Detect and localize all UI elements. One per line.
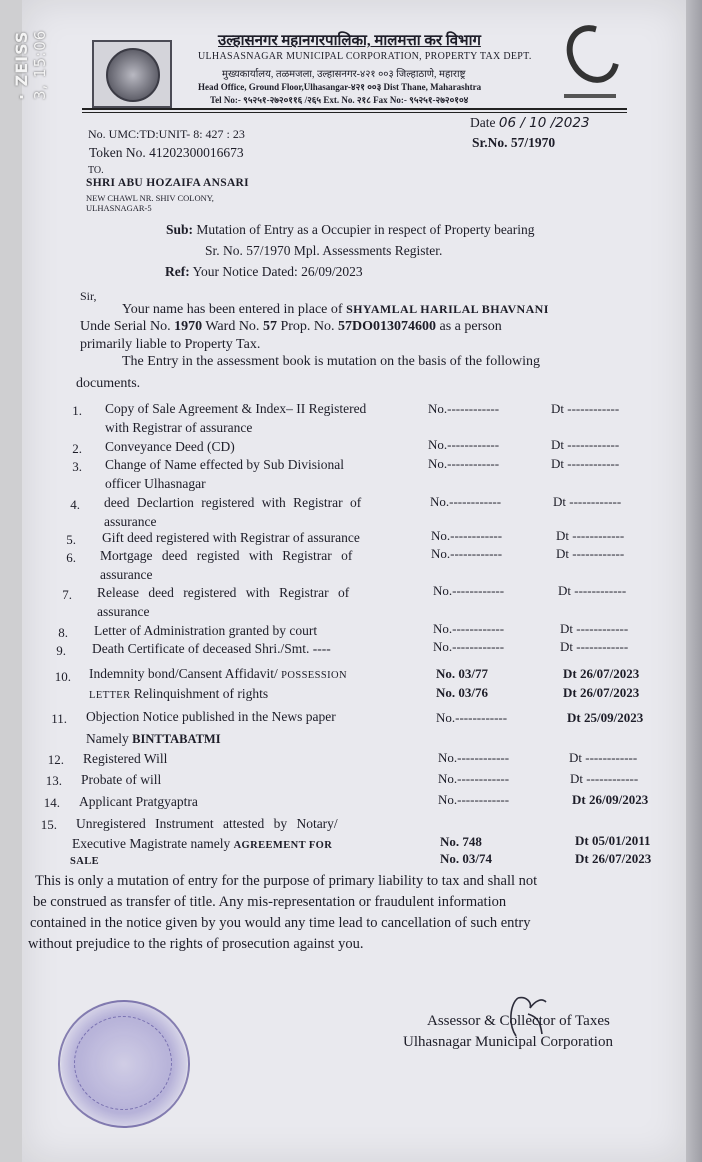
department-logo xyxy=(560,22,620,84)
doc-date: Dt ------------ xyxy=(560,639,629,654)
doc-no: No.------------ xyxy=(436,710,508,725)
doc-description: Conveyance Deed (CD) xyxy=(105,439,235,454)
doc-date: Dt 26/07/2023 xyxy=(563,685,640,700)
body-text: Prop. No. xyxy=(280,319,335,334)
doc-description: Mortgage deed registed with Registrar of xyxy=(100,548,353,563)
doc-no: No.------------ xyxy=(431,546,503,561)
doc-description-caps: AGREEMENT FOR xyxy=(233,840,333,851)
doc-number: 10. xyxy=(54,669,71,684)
official-seal-stamp xyxy=(58,1000,190,1128)
token-number: Token No. 41202300016673 xyxy=(89,145,244,160)
doc-description: Probate of will xyxy=(81,772,162,787)
doc-date: Dt ------------ xyxy=(570,771,639,786)
doc-description-caps: POSSESSION xyxy=(281,670,347,681)
doc-number: 5. xyxy=(66,532,76,547)
body-line-3: primarily liable to Property Tax. xyxy=(80,337,261,352)
doc-no: No. 03/77 xyxy=(436,666,488,681)
doc-description: Change of Name effected by Sub Divisional xyxy=(105,457,344,472)
doc-no: No.------------ xyxy=(433,583,505,598)
doc-date: Dt ------------ xyxy=(551,437,620,452)
previous-owner-name: SHYAMLAL HARILAL BHAVNANI xyxy=(346,302,549,316)
doc-no: No.------------ xyxy=(438,750,510,765)
doc-no: No.------------ xyxy=(433,639,505,654)
footer-line-1: This is only a mutation of entry for the purpose of primary liability to tax and shall not xyxy=(35,873,538,889)
doc-date: Dt ------------ xyxy=(553,494,622,509)
doc-date: Dt 26/09/2023 xyxy=(572,792,649,807)
doc-date: Dt ------------ xyxy=(558,583,627,598)
doc-description: Letter of Administration granted by court xyxy=(94,623,318,638)
salutation: Sir, xyxy=(80,289,97,303)
doc-date: Dt ------------ xyxy=(551,401,620,416)
doc-number: 1. xyxy=(72,403,82,418)
ward-value: 57 xyxy=(262,319,277,334)
body-line-5: documents. xyxy=(76,376,141,391)
doc-no: No. 03/76 xyxy=(436,685,488,700)
doc-number: 2. xyxy=(72,441,82,456)
doc-description-caps: LETTER xyxy=(89,690,131,701)
doc-description: deed Declartion registered with Registrar of xyxy=(104,495,362,510)
body-text: Ward No. xyxy=(205,319,260,334)
date-value: 06 / 10 /2023 xyxy=(498,115,590,131)
doc-number: 8. xyxy=(58,625,68,640)
doc-date: Dt ------------ xyxy=(556,546,625,561)
doc-number: 9. xyxy=(56,643,66,658)
header-title-hindi: उल्हासनगर महानगरपालिका, मालमत्ता कर विभाग xyxy=(218,33,481,49)
doc-description: Death Certificate of deceased Shri./Smt. ---- xyxy=(92,641,331,656)
doc-number: 6. xyxy=(66,550,76,565)
body-line-4: The Entry in the assessment book is mutation on the basis of the following xyxy=(122,354,540,369)
doc-number: 7. xyxy=(62,587,72,602)
serial-number: Sr.No. 57/1970 xyxy=(472,135,556,150)
serial-value: 1970 xyxy=(174,319,203,334)
doc-no: No.------------ xyxy=(428,437,500,452)
camera-brand: · ZEISS xyxy=(12,30,31,100)
doc-number: 14. xyxy=(43,795,60,810)
doc-description: Registered Will xyxy=(83,751,168,766)
signatory-organization: Ulhasnagar Municipal Corporation xyxy=(403,1034,613,1050)
doc-date: Dt 26/07/2023 xyxy=(575,851,652,866)
doc-date: Dt 25/09/2023 xyxy=(567,710,644,725)
header-telephone: Tel No:- ९५२५१-२७२०११६ /२६५ Ext. No. २१८ Fax No:- ९५२५१-२७२०१०४ xyxy=(210,95,469,105)
doc-description-text: Relinquishment of rights xyxy=(133,686,269,701)
header-address-english: Head Office, Ground Floor,Ulhasangar-४२१ ००३ Dist Thane, Maharashtra xyxy=(198,82,482,92)
doc-no: No. 03/74 xyxy=(440,851,492,866)
doc-number: 4. xyxy=(70,497,80,512)
doc-date: Dt ------------ xyxy=(560,621,629,636)
reference-line xyxy=(165,264,363,280)
doc-date: Dt ------------ xyxy=(556,528,625,543)
doc-no: No.------------ xyxy=(433,621,505,636)
doc-description-cont: assurance xyxy=(104,514,157,529)
body-text: as a person xyxy=(439,319,502,334)
doc-description-caps: SALE xyxy=(70,856,100,867)
doc-number: 12. xyxy=(47,752,64,767)
doc-description xyxy=(89,666,347,682)
newspaper-name: BINTTABATMI xyxy=(132,732,221,746)
subject-line-2: Sr. No. 57/1970 Mpl. Assessments Register. xyxy=(205,243,443,258)
doc-date: Dt 05/01/2011 xyxy=(575,833,651,848)
header-address-hindi: मुख्यकार्यालय, तळमजला, उल्हासनगर-४२१ ००३ जिल्हाठाणे, महाराष्ट्र xyxy=(222,69,466,80)
footer-line-3: contained in the notice given by you would any time lead to cancellation of such entry xyxy=(30,915,531,931)
doc-description-cont: assurance xyxy=(100,567,153,582)
subject-line xyxy=(166,222,535,238)
doc-description: Copy of Sale Agreement & Index– II Registered xyxy=(105,401,367,416)
doc-no: No.------------ xyxy=(438,792,510,807)
camera-timestamp: 3, 15:06 xyxy=(31,29,49,100)
page-edge xyxy=(686,0,702,1162)
header-rule-thin xyxy=(82,112,627,113)
body-text: Your name has been entered in place of xyxy=(122,302,343,317)
doc-description-cont xyxy=(89,686,268,702)
doc-no: No. 748 xyxy=(440,834,482,849)
addressee-line2: ULHASNAGAR-5 xyxy=(86,203,152,213)
doc-date: Dt ------------ xyxy=(569,750,638,765)
doc-number: 3. xyxy=(72,459,82,474)
reference-label: Ref: xyxy=(165,264,190,279)
body-text: Unde Serial No. xyxy=(80,319,171,334)
doc-description: Release deed registered with Registrar of xyxy=(97,585,350,600)
subject-label: Sub: xyxy=(166,222,194,237)
letter-date xyxy=(470,115,590,131)
property-number: 57DO013074600 xyxy=(338,319,436,334)
signatory-title: Assessor & Collector of Taxes xyxy=(427,1013,610,1029)
date-label: Date xyxy=(470,115,496,130)
addressee-to: TO. xyxy=(88,165,104,176)
reference-number: No. UMC:TD:UNIT- 8: 427 : 23 xyxy=(88,127,245,141)
header-rule xyxy=(82,108,627,110)
doc-description-cont: assurance xyxy=(97,604,150,619)
addressee-line1: NEW CHAWL NR. SHIV COLONY, xyxy=(86,193,214,203)
doc-description-cont: officer Ulhasnagar xyxy=(105,476,206,491)
doc-description-text: Namely xyxy=(86,731,129,746)
doc-date: Dt ------------ xyxy=(551,456,620,471)
doc-number: 13. xyxy=(45,773,62,788)
body-line-1 xyxy=(122,302,549,318)
doc-description: Gift deed registered with Registrar of assurance xyxy=(102,530,360,545)
doc-description: Applicant Pratgyaptra xyxy=(79,794,198,809)
doc-number: 11. xyxy=(51,711,67,726)
body-line-2 xyxy=(80,319,502,335)
footer-line-4: without prejudice to the rights of prosecution against you. xyxy=(28,936,364,952)
doc-description-cont xyxy=(86,731,221,747)
doc-number: 15. xyxy=(40,817,57,832)
doc-no: No.------------ xyxy=(438,771,510,786)
doc-no: No.------------ xyxy=(430,494,502,509)
header-title-english: ULHASASNAGAR MUNICIPAL CORPORATION, PROPERTY TAX DEPT. xyxy=(198,51,532,62)
corporation-emblem xyxy=(92,40,172,108)
reference-text: Your Notice Dated: 26/09/2023 xyxy=(192,264,363,279)
footer-line-2: be construed as transfer of title. Any mis-representation or fraudulent information xyxy=(33,894,507,910)
camera-watermark xyxy=(12,0,58,100)
doc-no: No.------------ xyxy=(431,528,503,543)
doc-description-cont xyxy=(72,836,332,852)
doc-description: Unregistered Instrument attested by Notary/ xyxy=(76,816,338,831)
doc-no: No.------------ xyxy=(428,456,500,471)
doc-date: Dt 26/07/2023 xyxy=(563,666,640,681)
doc-description: Objection Notice published in the News paper xyxy=(86,709,336,724)
doc-description-text: Indemnity bond/Cansent Affidavit/ xyxy=(89,666,278,681)
doc-no: No.------------ xyxy=(428,401,500,416)
addressee-name: SHRI ABU HOZAIFA ANSARI xyxy=(86,177,249,189)
subject-text: Mutation of Entry as a Occupier in respect of Property bearing xyxy=(196,222,535,237)
doc-description-text: Executive Magistrate namely xyxy=(72,836,231,851)
doc-description-cont: with Registrar of assurance xyxy=(105,420,253,435)
